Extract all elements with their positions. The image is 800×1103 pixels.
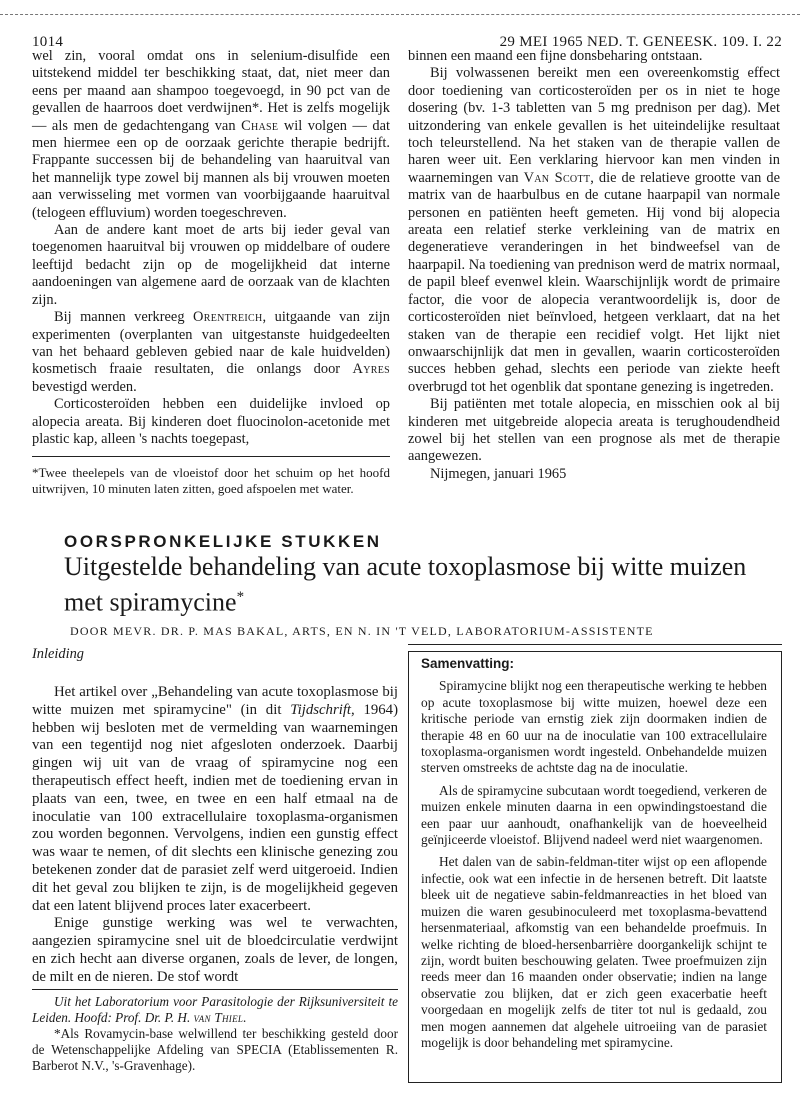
paragraph: wel zin, vooral omdat ons in selenium-disulfide een uitstekend middel ter beschikking staat, dat, niet meer dan eens per maand aan shampoo toegevoegd, in 90 pct van de gevallen de haarroos doet verdwijnen*. Het is zelfs mogelijk — als men de gedachtengang van Chase wil volgen — dat men hiermee een op de oorzaak gerichte therapie bedrijft. Frappante successen bij de behandeling van haaruitval van het mannelijk type zowel bij mannen als bij vrouwen moeten aan verwisseling met vormen van voorbijgaande haaruitval (telogeen effluvium) worden toegeschreven.: [32, 48, 390, 221]
footnote-rule: [32, 456, 390, 457]
article-body-left: [32, 684, 398, 1074]
top-rule: [0, 14, 800, 15]
left-column: [32, 48, 390, 497]
summary-paragraph: Als de spiramycine subcutaan wordt toegediend, verkeren de muizen enkele minuten daarna in een opwindingstoestand die een paar uur aanhoudt, onafhankelijk van de hoeveelheid geïnjiceerde vloeistof. Blijvend nadeel werd niet waargenomen.: [421, 782, 767, 848]
author-name: Van Scott: [523, 169, 591, 186]
author-name: Ayres: [352, 361, 390, 378]
right-column: [408, 48, 780, 483]
summary-heading: Samenvatting:: [421, 656, 515, 671]
paragraph: Corticosteroïden hebben een duidelijke invloed op alopecia areata. Bij kinderen doet fluocinolon-acetonide met plastic kap, alleen 's nachts toegepast,: [32, 396, 390, 447]
author-name: van Thiel: [193, 1009, 244, 1025]
paragraph: Bij volwassenen bereikt men een overeenkomstig effect door toediening van corticosteroïden per os in niet te hoge dosering (bv. 1-3 tabletten van 5 mg prednison per dag). Met uitzondering van enkele gevallen is het uiteindelijke resultaat toch teleurstellend. Na het staken van de therapie vallen de haren weer uit. Een verklaring hiervoor kan men vinden in waarnemingen van Van Scott, die de relatieve grootte van de matrix van de haarbulbus en de cutane haarpapil van normale personen en patiënten heeft gemeten. Hij vond bij alopecia areata een relatief sterke verkleining van de matrix en degeneratieve veranderingen in het bindweefsel van de haarpapil. Na toediening van prednison werd de matrix normaal, de papil bleef evenwel klein. Waarschijnlijk wordt de primaire factor, die voor de alopecia verantwoordelijk is, door de corticosteroïden niet beïnvloed, hetgeen verklaart, dat na het staken van de therapie een recidief volgt. Het lijkt niet onwaarschijnlijk dat men in gevallen, waarin corticosteroïden succes hebben gehad, slechts een periode van ziekte heeft overbrugd tot het ogenblik dat spontane genezing is ingetreden.: [408, 65, 780, 395]
author-name: Chase: [241, 117, 279, 134]
summary-box: [408, 651, 782, 1083]
affiliation: Uit het Laboratorium voor Parasitologie der Rijksuniversiteit te Leiden. Hoofd: Prof. Dr. P. H. van Thiel.: [32, 993, 398, 1025]
dateline: Nijmegen, januari 1965: [430, 465, 567, 482]
journal-name: Tijdschrift: [290, 701, 352, 718]
paragraph: Bij patiënten met totale alopecia, en misschien ook al bij kinderen met uitgebreide alopecia areata is terughoudendheid zowel bij het stellen van een prognose als met de therapie aangewezen.: [408, 396, 780, 465]
section-label: OORSPRONKELIJKE STUKKEN: [64, 532, 382, 551]
footnote-rule: [32, 989, 398, 990]
paragraph: Het artikel over „Behandeling van acute toxoplasmose bij witte muizen met spiramycine" (in dit Tijdschrift, 1964) hebben wij besloten met de vermelding van waarnemingen van een tegentijd nog niet afgesloten onderzoek. Daarbij gingen wij uit van de vraag of spiramycine nog een therapeutisch effect heeft, indien met de toediening ervan in plaats van een, twee, en twee en een half etmaal na de inoculatie van 100 extracellulaire toxoplasma-organismen zou worden begonnen. Vervolgens, indien een gunstig effect was waar te nemen, of dit slechts een klinische genezing zou betekenen zonder dat de parasiet zelf werd uitgeroeid. Indien dit het geval zou blijken te zijn, is de mogelijkheid gegeven dat een latent blijvend proces later exacerbeert.: [32, 684, 399, 914]
paragraph: Bij mannen verkreeg Orentreich, uitgaande van zijn experimenten (overplanten van uitgestanste huidgedeelten van het behaard gebleven gebied naar de kale huidvelden) kosmetisch fraaie resultaten, die onlangs door Ayres bevestigd werden.: [32, 309, 390, 395]
subheading: Inleiding: [32, 646, 84, 662]
summary-paragraph: Spiramycine blijkt nog een therapeutische werking te hebben op acute toxoplasmose bij witte muizen, hoewel deze een kritische periode van ernstig ziek zijn doormaken indien de therapie 48 en 60 uur na de inoculatie van 100 extracellulaire toxoplasma-organismen wordt ingesteld. Onbehandelde muizen sterven omstreeks de achtste dag na de inoculatie.: [421, 678, 767, 776]
footnote: *Twee theelepels van de vloeistof door het schuim op het hoofd uitwrijven, 10 minuten laten zitten, goed afspoelen met water.: [32, 465, 390, 497]
paragraph: binnen een maand een fijne donsbeharing ontstaan.: [408, 48, 703, 64]
summary-paragraph: Het dalen van de sabin-feldman-titer wijst op een aflopende infectie, ook wat een infectie in de hersenen betreft. Dit laatste bleek uit de negatieve sabin-feldmanreacties in het bloed van muizen die waren gesubinoculeerd met toxoplasma-bevattend hersenmateriaal, afkomstig van een behandelde proefmuis. In welke richting de bloed-hersenbarrière doorgankelijk schijnt te zijn, wordt buiten beschouwing gelaten. Twee proefmuizen zijn reeds meer dan 16 maanden onder observatie; indien na lange observatie zou blijken, dat er zich geen exacerbatie heeft voorgedaan en mogelijk zelfs de titer tot nul is gedaald, zou men mogen aannemen dat algehele uitroeiing van de parasiet mogelijk is door behandeling met spiramycine.: [421, 854, 767, 1050]
summary-top-rule: [408, 644, 782, 645]
page-number: 1014: [32, 34, 64, 50]
paragraph: Enige gunstige werking was wel te verwachten, aangezien spiramycine snel uit de bloedcirculatie verdwijnt en zich hecht aan diverse organen, zoals de lever, de longen, de milt en de nieren. De stof wordt: [32, 915, 398, 985]
author-name: Orentreich: [193, 309, 263, 326]
paragraph: Aan de andere kant moet de arts bij ieder geval van toegenomen haaruitval bij vrouwen op middelbare of oudere leeftijd bedacht zijn op de mogelijkheid dat interne aandoeningen van algemene aard de oorzaak van de klachten zijn.: [32, 222, 390, 308]
journal-reference: 29 MEI 1965 NED. T. GENEESK. 109. I. 22: [499, 34, 782, 50]
footnote: *Als Rovamycin-base welwillend ter beschikking gesteld door de Wetenschappelijke Afdeling van SPECIA (Etablissementen R. Barberot N.V., 's-Gravenhage).: [32, 1025, 398, 1073]
article-authors: DOOR MEVR. DR. P. MAS BAKAL, ARTS, EN N. IN 'T VELD, LABORATORIUM-ASSISTENTE: [70, 624, 654, 638]
title-footnote-mark: *: [236, 589, 245, 605]
article-title: Uitgestelde behandeling van acute toxoplasmose bij witte muizen met spiramycine*: [64, 552, 747, 617]
